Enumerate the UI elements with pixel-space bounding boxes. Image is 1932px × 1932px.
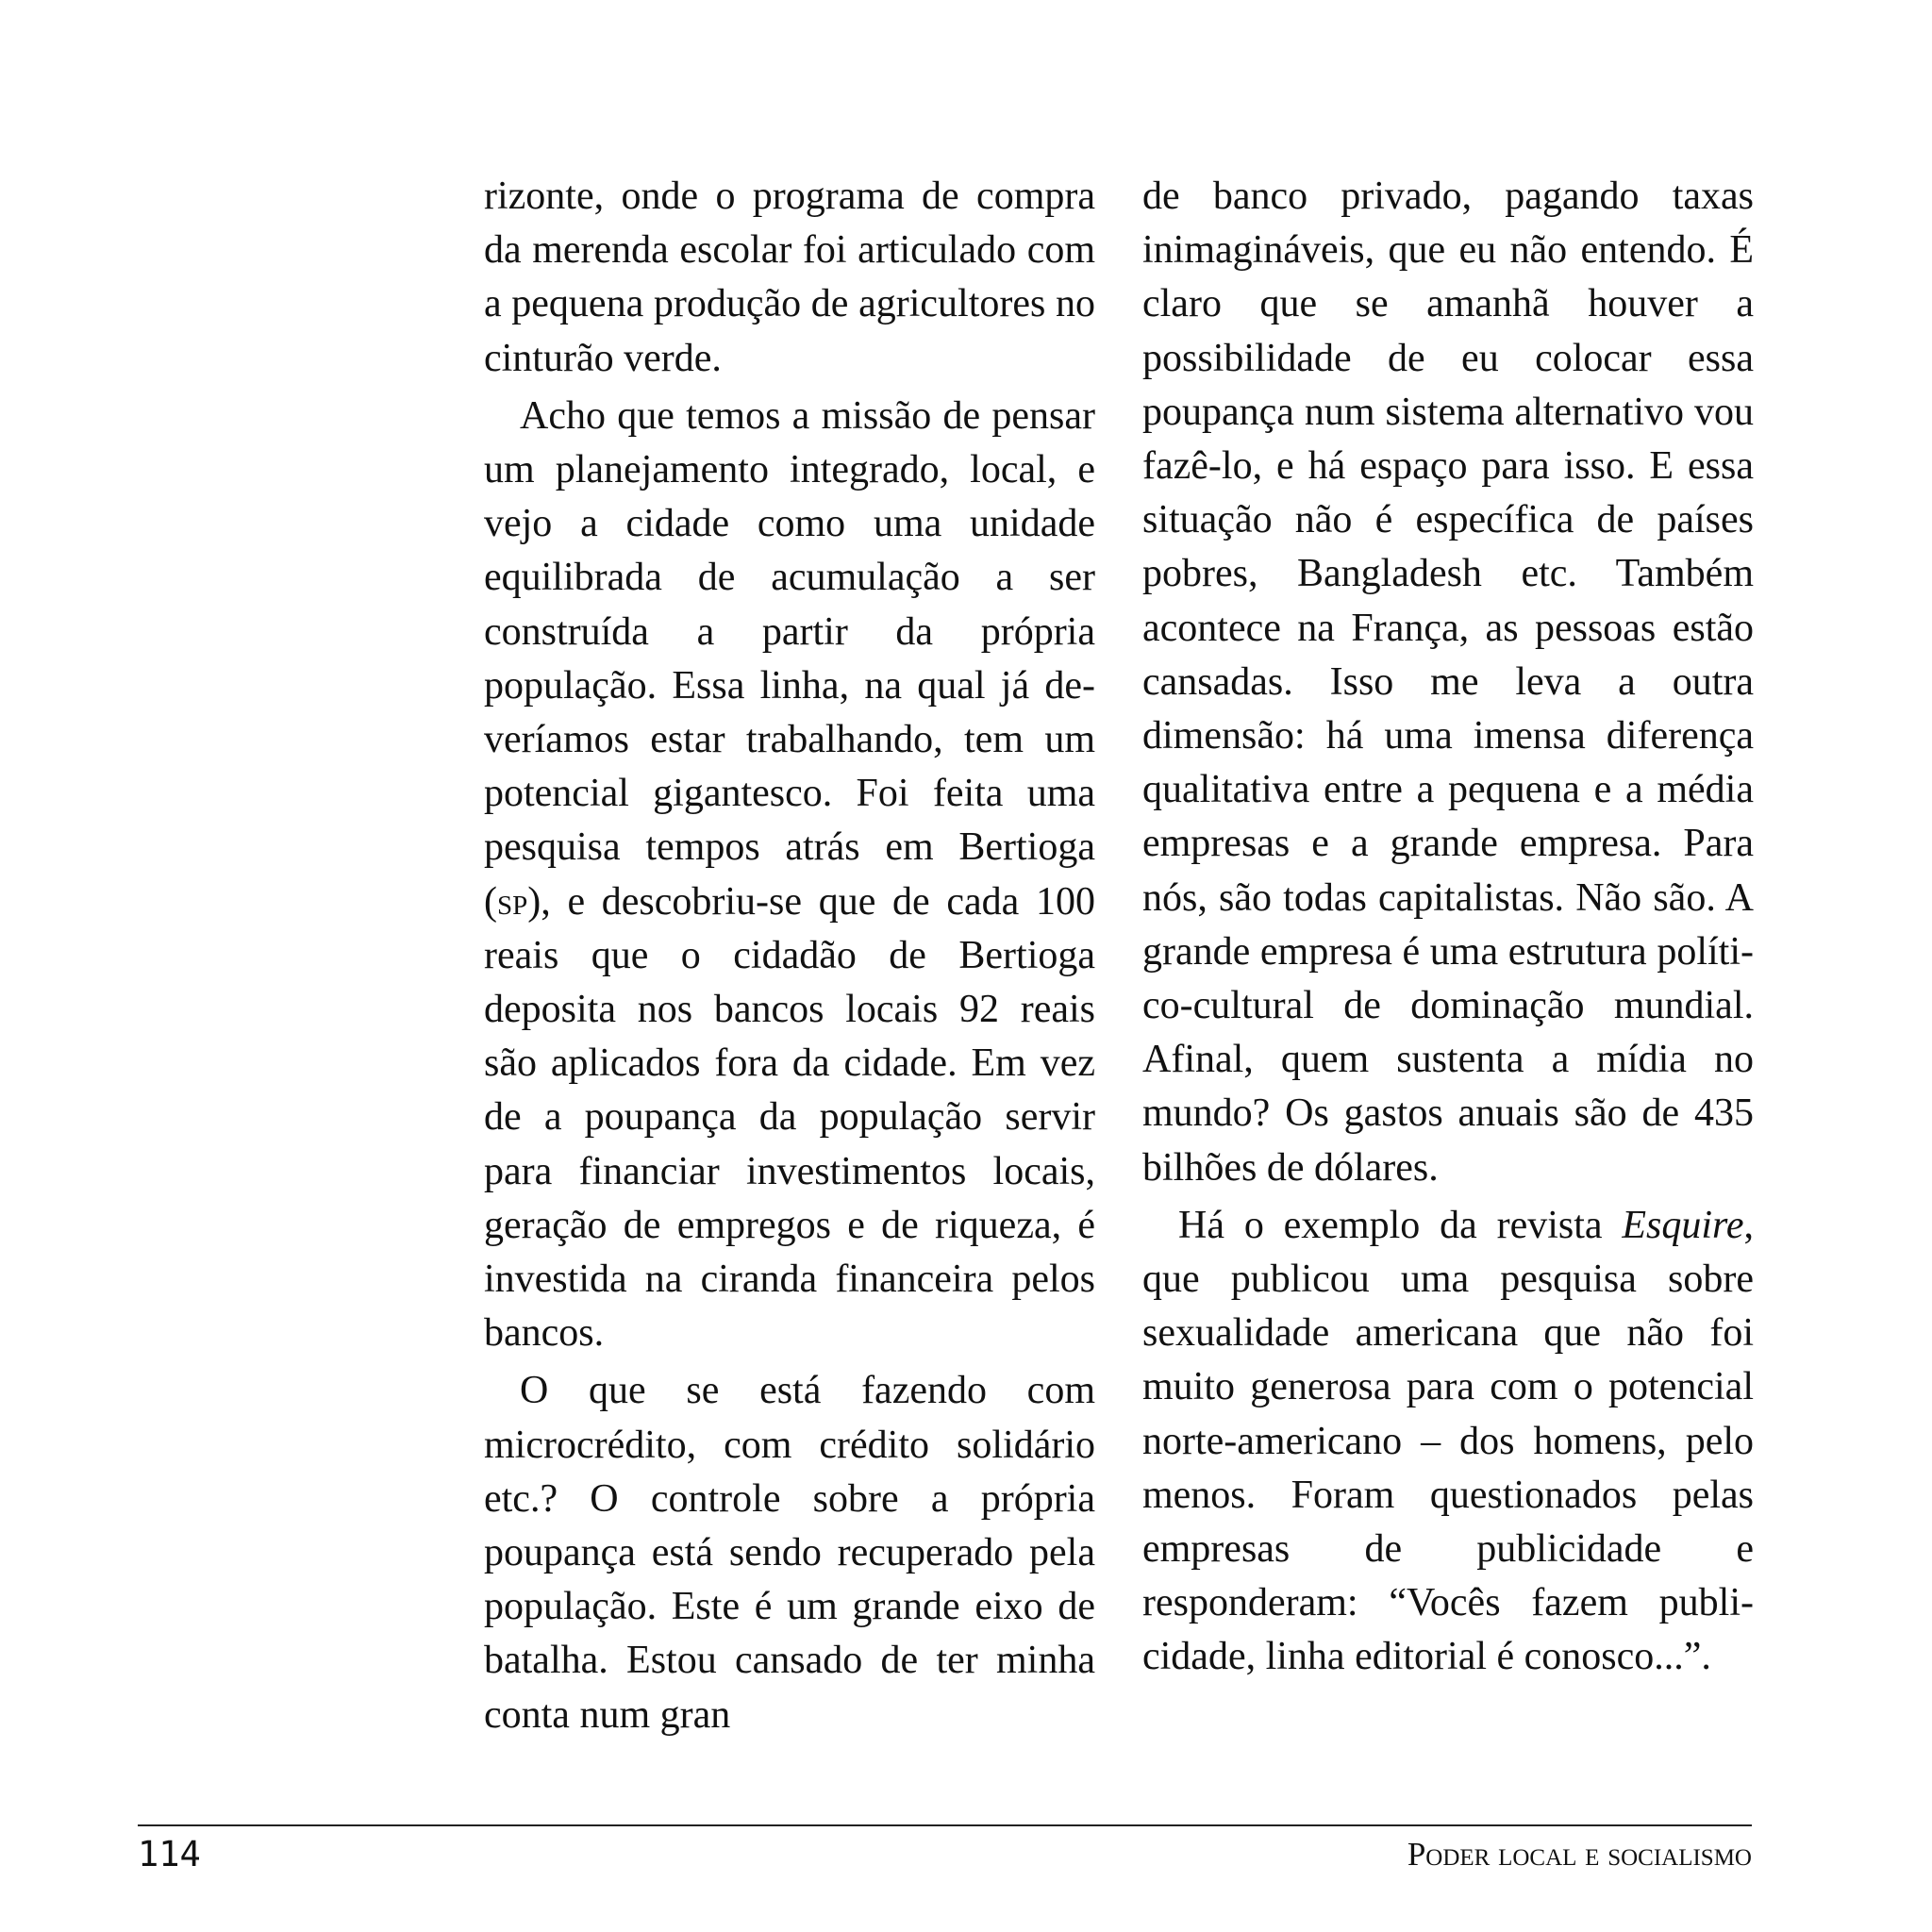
paragraph xyxy=(1142,1199,1754,1685)
state-abbreviation: sp xyxy=(497,879,528,924)
paragraph-text: Há o exemplo da revista xyxy=(1178,1203,1623,1247)
paragraph-text: Acho que temos a missão de pensar um planejamento integrado, local, e vejo a cidade como uma unidade equilibrada de acumulação a ser construída a partir da própria população. Essa linha, na qual já deveríamos estar trabalhando, tem um potencial gigantesco. Foi feita uma pesquisa tempos atrás em Bertioga ( xyxy=(484,393,1095,924)
paragraph-text: ), e descobriu-se que de cada 100 reais que o cidadão de Bertioga deposita nos bancos locais 92 reais são aplicados fora da cidade. Em vez de a poupança da população servir para financiar investimentos locais, geração de empregos e de riqueza, é investida na ciranda financeira pelos bancos. xyxy=(484,879,1095,1356)
paragraph-text: , que publicou uma pesquisa sobre sexualidade americana que não foi muito generosa para com o potencial norte-americano – dos homens, pelo menos. Foram questionados pelas empresas de publicidade e responderam: “Vocês fazem publicidade, linha editorial é conosco...”. xyxy=(1142,1203,1754,1679)
paragraph-continued: rizonte, onde o programa de compra da merenda escolar foi articulado com a pequena produção de agricultores no cinturão verde. xyxy=(484,175,1095,380)
footer-rule xyxy=(138,1824,1752,1826)
right-column xyxy=(1142,170,1754,1685)
running-head: Poder local e socialismo xyxy=(1407,1836,1752,1873)
page-number: 114 xyxy=(138,1834,201,1874)
paragraph xyxy=(484,390,1095,1361)
magazine-title: Esquire xyxy=(1622,1203,1744,1247)
left-column xyxy=(484,170,1095,1742)
paragraph: O que se está fazendo com microcrédito, com crédito solidário etc.? O controle sobre a própria poupança está sendo recuperado pela população. Este é um grande eixo de batalha. Estou cansado de ter minha conta num gran xyxy=(484,1369,1095,1737)
paragraph-continued: de banco privado, pagando taxas inimagináveis, que eu não entendo. É claro que se amanhã houver a possibilidade de eu colocar essa poupança num sistema alternativo vou fazê-lo, e há espaço para isso. E essa situação não é específica de países pobres, Bangladesh etc. Também acontece na França, as pessoas estão cansadas. Isso me leva a outra dimensão: há uma imensa diferença qualitativa entre a pequena e a média empresas e a grande empresa. Para nós, são todas capitalistas. Não são. A grande empresa é uma estrutura político-cultural de dominação mundial. Afinal, quem sustenta a mídia no mundo? Os gastos anuais são de 435 bilhões de dólares. xyxy=(1142,175,1754,1190)
